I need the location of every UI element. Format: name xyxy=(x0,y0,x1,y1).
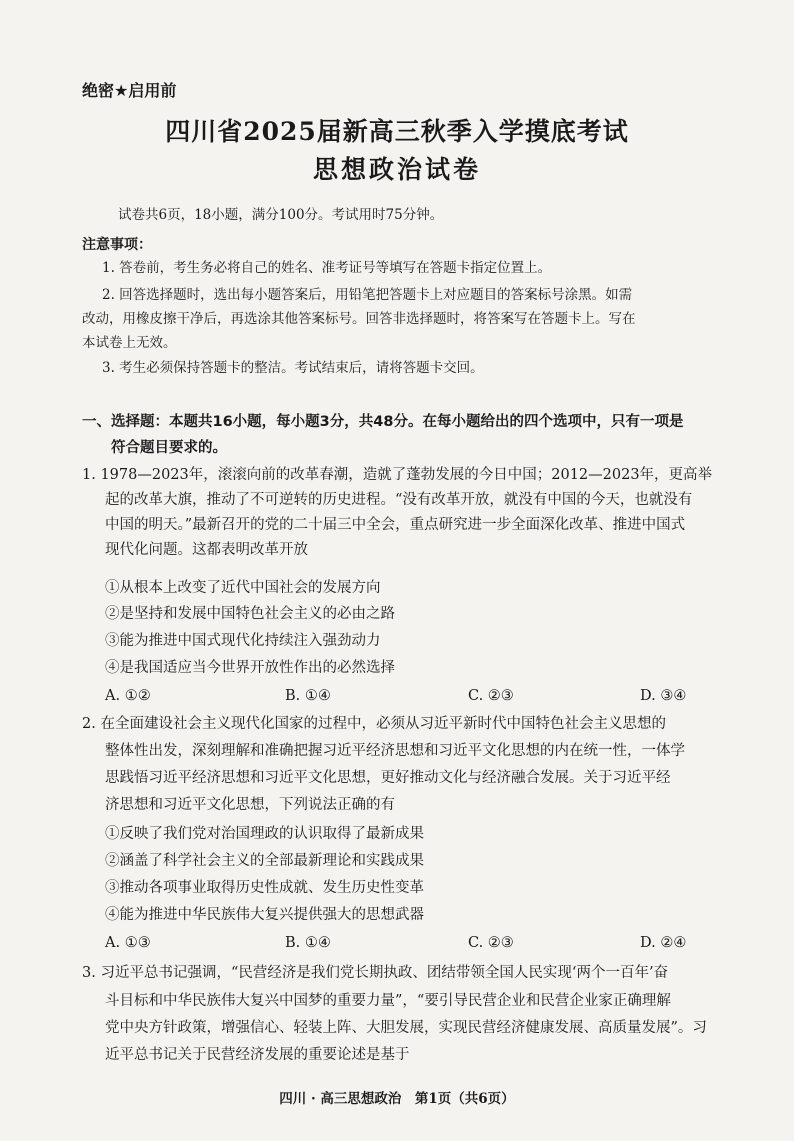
q3-stem-line-2: 斗目标和中华民族伟大复兴中国梦的重要力量”，“要引导民营企业和民营企业家正确理解 xyxy=(105,993,671,1009)
q1-choice-b[interactable]: B. ①④ xyxy=(285,688,331,704)
q3-stem-line-4: 近平总书记关于民营经济发展的重要论述是基于 xyxy=(105,1047,410,1063)
q1-option-3: ③能为推进中国式现代化持续注入强劲动力 xyxy=(105,633,381,649)
exam-info: 试卷共6页，18小题，满分100分。考试用时75分钟。 xyxy=(118,207,444,223)
q2-stem-line-1: 2. 在全面建设社会主义现代化国家的过程中，必须从习近平新时代中国特色社会主义思想的 xyxy=(82,716,666,732)
q2-choice-a[interactable]: A. ①③ xyxy=(105,935,151,951)
page-footer: 四川 · 高三思想政治 第1页（共6页） xyxy=(279,1091,515,1107)
notice-item-1: 1. 答卷前，考生务必将自己的姓名、准考证号等填写在答题卡指定位置上。 xyxy=(102,260,552,276)
q1-choice-c[interactable]: C. ②③ xyxy=(468,688,514,704)
notice-item-2-line-3: 本试卷上无效。 xyxy=(82,335,177,351)
exam-title: 四川省2025届新高三秋季入学摸底考试 xyxy=(165,117,629,146)
q3-stem-line-1: 3. 习近平总书记强调，“民营经济是我们党长期执政、团结带领全国人民实现‘两个一百年’奋 xyxy=(82,965,669,981)
section-heading-line-2: 符合题目要求的。 xyxy=(111,440,227,456)
confidential-mark: 绝密★启用前 xyxy=(82,81,177,100)
notice-title: 注意事项： xyxy=(82,237,152,253)
q1-choice-a[interactable]: A. ①② xyxy=(105,688,151,704)
q1-option-2: ②是坚持和发展中国特色社会主义的必由之路 xyxy=(105,606,395,622)
q2-stem-line-2: 整体性出发，深刻理解和准确把握习近平经济思想和习近平文化思想的内在统一性，一体学 xyxy=(105,743,685,759)
q2-option-2: ②涵盖了科学社会主义的全部最新理论和实践成果 xyxy=(105,853,424,869)
q1-option-1: ①从根本上改变了近代中国社会的发展方向 xyxy=(105,580,381,596)
q1-choice-d[interactable]: D. ③④ xyxy=(640,688,687,704)
q2-choice-c[interactable]: C. ②③ xyxy=(468,935,514,951)
q3-stem-line-3: 党中央方针政策，增强信心、轻装上阵、大胆发展，实现民营经济健康发展、高质量发展”。习 xyxy=(105,1020,707,1036)
q1-stem-line-3: 中国的明天。”最新召开的党的二十届三中全会，重点研究进一步全面深化改革、推进中国式 xyxy=(105,517,686,533)
q1-option-4: ④是我国适应当今世界开放性作出的必然选择 xyxy=(105,660,395,676)
section-heading-line-1: 一、选择题：本题共16小题，每小题3分，共48分。在每小题给出的四个选项中，只有一项是 xyxy=(82,414,684,430)
q2-option-1: ①反映了我们党对治国理政的认识取得了最新成果 xyxy=(105,826,424,842)
q2-option-4: ④能为推进中华民族伟大复兴提供强大的思想武器 xyxy=(105,907,424,923)
q2-stem-line-4: 济思想和习近平文化思想，下列说法正确的有 xyxy=(105,797,395,813)
q2-option-3: ③推动各项事业取得历史性成就、发生历史性变革 xyxy=(105,880,424,896)
notice-item-3: 3. 考生必须保持答题卡的整洁。考试结束后，请将答题卡交回。 xyxy=(102,360,484,376)
q1-stem-line-1: 1. 1978—2023年，滚滚向前的改革春潮，造就了蓬勃发展的今日中国；2012—2023年，更高举 xyxy=(82,467,713,483)
exam-subtitle: 思想政治试卷 xyxy=(312,155,481,184)
q2-stem-line-3: 思践悟习近平经济思想和习近平文化思想，更好推动文化与经济融合发展。关于习近平经 xyxy=(105,770,671,786)
notice-item-2-line-1: 2. 回答选择题时，选出每小题答案后，用铅笔把答题卡上对应题目的答案标号涂黑。如需 xyxy=(102,287,633,303)
q1-stem-line-4: 现代化问题。这都表明改革开放 xyxy=(105,542,308,558)
q2-choice-b[interactable]: B. ①④ xyxy=(285,935,331,951)
q2-choice-d[interactable]: D. ②④ xyxy=(640,935,687,951)
q1-stem-line-2: 起的改革大旗，推动了不可逆转的历史进程。“没有改革开放，就没有中国的今天，也就没有 xyxy=(105,492,693,508)
notice-item-2-line-2: 改动，用橡皮擦干净后，再选涂其他答案标号。回答非选择题时，将答案写在答题卡上。写在 xyxy=(82,311,636,327)
